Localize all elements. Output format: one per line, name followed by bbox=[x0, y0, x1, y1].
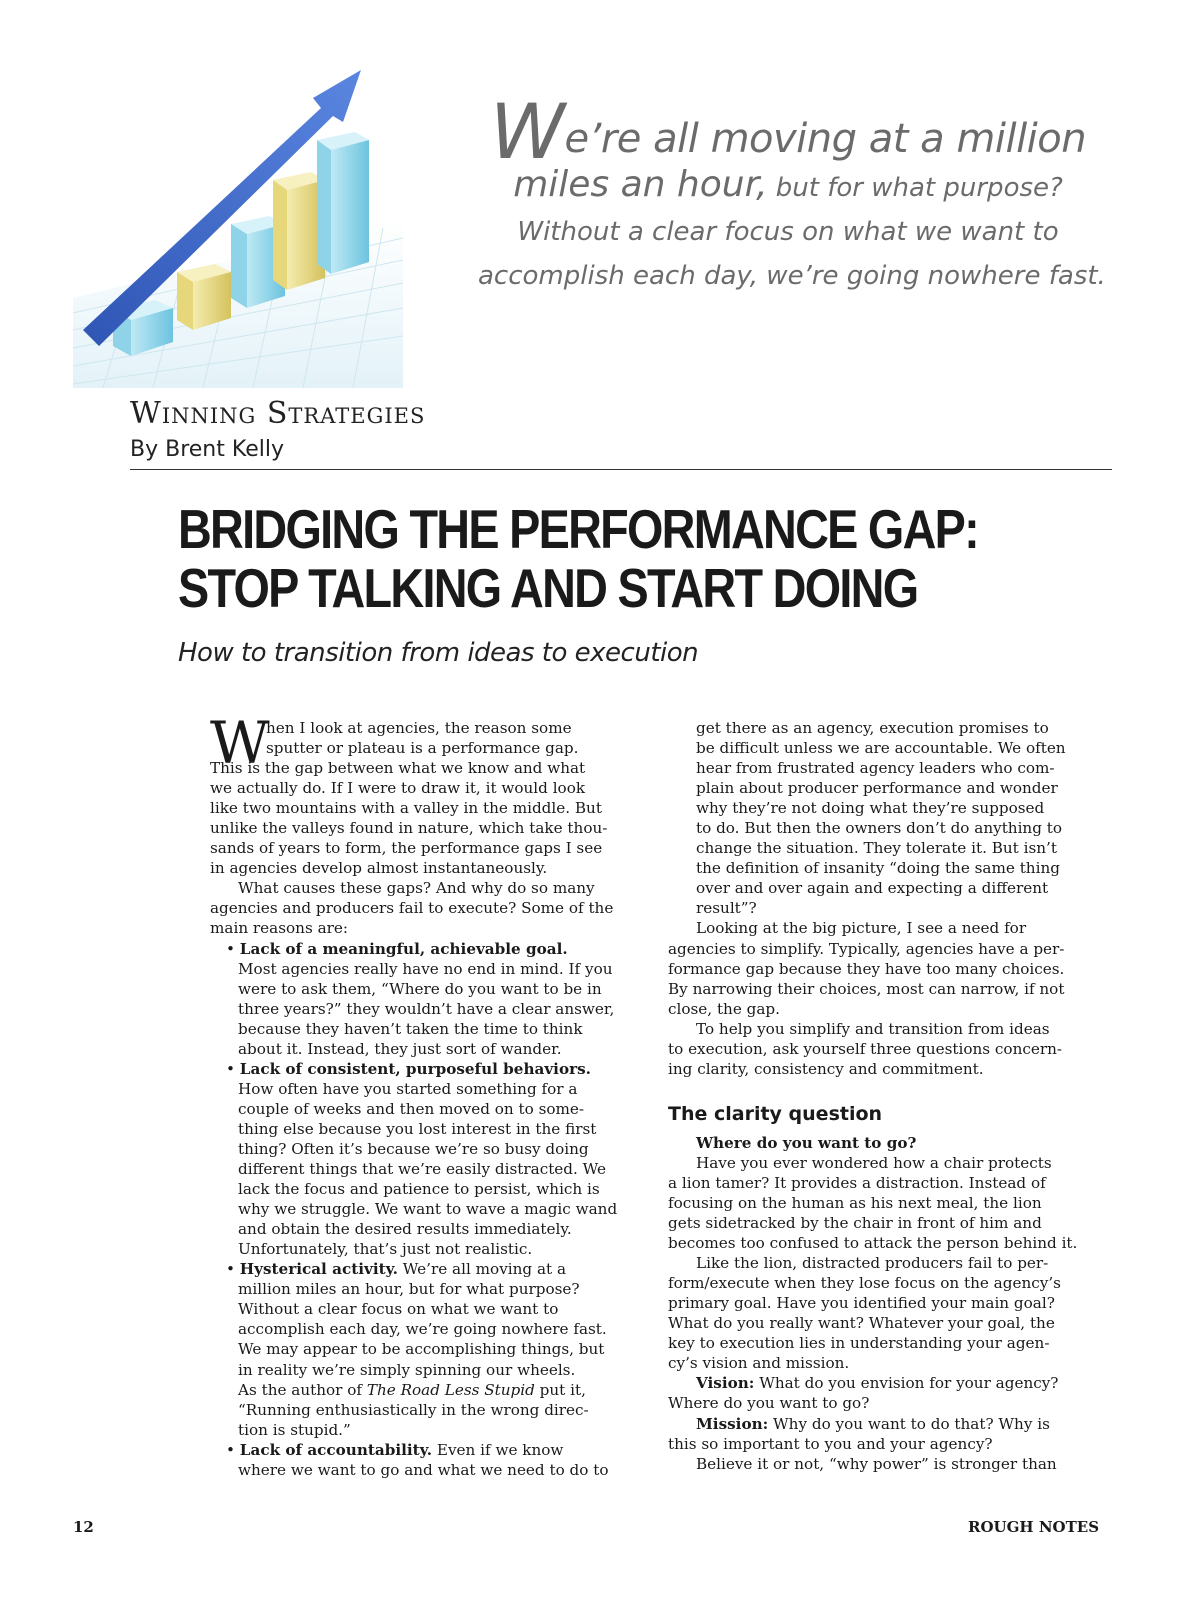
text-line bbox=[210, 979, 650, 999]
line-text: We may appear to be accomplishing things, but bbox=[238, 1340, 605, 1359]
line-text: Believe it or not, “why power” is stronger than bbox=[696, 1454, 1057, 1473]
line-text: ing clarity, consistency and commitment. bbox=[668, 1059, 984, 1078]
text-line bbox=[210, 758, 650, 778]
line-text: We’re all moving at a bbox=[397, 1260, 567, 1279]
text-line bbox=[668, 838, 1108, 858]
line-text: couple of weeks and then moved on to some- bbox=[238, 1099, 585, 1118]
line-text: By narrowing their choices, most can narrow, if not bbox=[668, 979, 1065, 998]
pull-quote-line-1: e’re all moving at a million bbox=[564, 116, 1087, 162]
line-text: agencies to simplify. Typically, agencies have a per- bbox=[668, 939, 1065, 958]
line-text: to execution, ask yourself three questions concern- bbox=[668, 1039, 1063, 1058]
text-line bbox=[668, 959, 1108, 979]
line-text: Looking at the big picture, I see a need for bbox=[696, 919, 1027, 938]
growth-chart-illustration bbox=[73, 68, 403, 388]
line-text: a lion tamer? It provides a distraction. Instead of bbox=[668, 1173, 1046, 1192]
bullet-icon: • bbox=[226, 939, 240, 958]
line-text: thing else because you lost interest in the first bbox=[238, 1119, 597, 1138]
line-text: main reasons are: bbox=[210, 919, 348, 938]
pull-quote-initial: W bbox=[489, 87, 565, 176]
line-text: primary goal. Have you identified your main goal? bbox=[668, 1294, 1055, 1313]
line-text: form/execute when they lose focus on the agency’s bbox=[668, 1274, 1061, 1293]
bold-lead: Mission: bbox=[696, 1414, 769, 1433]
text-line bbox=[210, 1079, 650, 1099]
section-title: Winning Strategies bbox=[130, 396, 426, 431]
header-divider bbox=[130, 469, 1112, 470]
line-text: get there as an agency, execution promises to bbox=[696, 719, 1049, 737]
line-text: hen I look at agencies, the reason some bbox=[266, 719, 572, 737]
text-line bbox=[210, 1219, 650, 1239]
text-line bbox=[668, 1019, 1108, 1039]
bullet-icon: • bbox=[226, 1059, 240, 1078]
text-line bbox=[210, 838, 650, 858]
text-line bbox=[210, 878, 650, 898]
text-line bbox=[668, 1373, 1108, 1393]
line-text: plain about producer performance and wonder bbox=[696, 779, 1058, 798]
line-text: Without a clear focus on what we want to bbox=[238, 1300, 559, 1319]
text-line bbox=[668, 1253, 1108, 1273]
text-line bbox=[668, 718, 1108, 738]
subheadline: How to transition from ideas to execution bbox=[178, 638, 699, 668]
line-text: and obtain the desired results immediately. bbox=[238, 1220, 572, 1239]
text-line bbox=[210, 918, 650, 938]
line-text: To help you simplify and transition from ideas bbox=[696, 1019, 1050, 1038]
line-text: be difficult unless we are accountable. We often bbox=[696, 739, 1066, 758]
line-text: close, the gap. bbox=[668, 999, 780, 1018]
text-line bbox=[210, 1179, 650, 1199]
text-line bbox=[668, 898, 1108, 918]
line-text: lack the focus and patience to persist, which is bbox=[238, 1180, 600, 1199]
text-line bbox=[210, 778, 650, 798]
text-line bbox=[668, 1233, 1108, 1253]
text-line bbox=[668, 1434, 1108, 1454]
text-line bbox=[210, 798, 650, 818]
line-text: Where do you want to go? bbox=[668, 1394, 870, 1413]
text-line bbox=[668, 758, 1108, 778]
line-text: agencies and producers fail to execute? Some of the bbox=[210, 899, 614, 918]
text-line bbox=[210, 1299, 650, 1319]
text-line bbox=[210, 1460, 650, 1480]
text-line bbox=[668, 1173, 1108, 1193]
line-text: like two mountains with a valley in the middle. But bbox=[210, 799, 602, 818]
text-line bbox=[668, 1273, 1108, 1293]
text-line bbox=[210, 959, 650, 979]
column-1-text bbox=[210, 718, 650, 1480]
text-line bbox=[210, 1119, 650, 1139]
bold-lead: Lack of consistent, purposeful behaviors. bbox=[239, 1059, 591, 1078]
text-line bbox=[210, 1319, 650, 1339]
text-line bbox=[210, 1099, 650, 1119]
line-text: about it. Instead, they just sort of wander. bbox=[238, 1039, 562, 1058]
line-text: tion is stupid.” bbox=[238, 1420, 351, 1439]
text-line bbox=[668, 738, 1108, 758]
line-text: were to ask them, “Where do you want to be in bbox=[238, 979, 602, 998]
line-text: thing? Often it’s because we’re so busy doing bbox=[238, 1139, 589, 1158]
line-text: accomplish each day, we’re going nowhere fast. bbox=[238, 1320, 607, 1339]
text-line bbox=[210, 1440, 650, 1460]
bold-lead: Where do you want to go? bbox=[696, 1133, 917, 1152]
line-text: three years?” they wouldn’t have a clear answer, bbox=[238, 999, 615, 1018]
text-line bbox=[210, 1139, 650, 1159]
line-text: How often have you started something for a bbox=[238, 1079, 578, 1098]
line-text: million miles an hour, but for what purpose? bbox=[238, 1280, 580, 1299]
text-line bbox=[210, 1159, 650, 1179]
text-line bbox=[668, 1133, 1108, 1153]
text-line bbox=[210, 1360, 650, 1380]
text-line bbox=[668, 1333, 1108, 1353]
line-text: Unfortunately, that’s just not realistic. bbox=[238, 1240, 533, 1259]
line-text: in reality we’re simply spinning our wheels. bbox=[238, 1360, 576, 1379]
line-text: in agencies develop almost instantaneously. bbox=[210, 859, 548, 878]
text-line bbox=[668, 1393, 1108, 1413]
bold-lead: Hysterical activity. bbox=[239, 1260, 398, 1279]
line-text: As the author of bbox=[238, 1380, 367, 1399]
line-text: What causes these gaps? And why do so many bbox=[238, 879, 595, 898]
line-text: why we struggle. We want to wave a magic wand bbox=[238, 1200, 618, 1219]
bold-lead: Vision: bbox=[696, 1374, 755, 1393]
text-line bbox=[668, 818, 1108, 838]
page-number: 12 bbox=[73, 1518, 94, 1536]
pull-quote-line-3: Without a clear focus on what we want to bbox=[517, 217, 1059, 247]
line-text: What do you envision for your agency? bbox=[754, 1374, 1059, 1393]
line-text: hear from frustrated agency leaders who com- bbox=[696, 759, 1055, 778]
bold-lead: Lack of a meaningful, achievable goal. bbox=[239, 939, 568, 958]
text-line bbox=[210, 858, 650, 878]
magazine-name: ROUGH NOTES bbox=[968, 1518, 1100, 1536]
text-line bbox=[668, 798, 1108, 818]
line-text: focusing on the human as his next meal, the lion bbox=[668, 1193, 1042, 1212]
column-2-text-bottom bbox=[668, 1133, 1108, 1474]
text-line bbox=[210, 738, 650, 758]
column-2-text-top bbox=[668, 718, 1108, 1079]
text-line bbox=[210, 818, 650, 838]
drop-cap: W bbox=[210, 709, 270, 777]
line-text: this so important to you and your agency? bbox=[668, 1434, 993, 1453]
text-line bbox=[210, 1400, 650, 1420]
pull-quote-line-2: miles an hour, bbox=[513, 164, 768, 205]
bullet-icon: • bbox=[226, 1260, 240, 1279]
line-text: cy’s vision and mission. bbox=[668, 1354, 850, 1373]
text-line bbox=[210, 1059, 650, 1079]
headline-line-2: STOP TALKING AND START DOING bbox=[178, 557, 918, 619]
line-text: over and over again and expecting a different bbox=[696, 879, 1049, 898]
text-line bbox=[668, 1313, 1108, 1333]
line-text: different things that we’re easily distracted. We bbox=[238, 1160, 607, 1179]
text-line bbox=[210, 1339, 650, 1359]
clarity-question-heading: The clarity question bbox=[668, 1102, 883, 1125]
line-text: sputter or plateau is a performance gap. bbox=[266, 739, 579, 758]
line-text: “Running enthusiastically in the wrong direc- bbox=[238, 1400, 589, 1419]
text-line bbox=[668, 1213, 1108, 1233]
pull-quote bbox=[478, 87, 1106, 298]
line-text: This is the gap between what we know and what bbox=[210, 759, 586, 778]
line-text: the definition of insanity “doing the same thing bbox=[696, 859, 1060, 878]
byline: By Brent Kelly bbox=[130, 437, 284, 462]
text-line bbox=[668, 979, 1108, 999]
line-text: where we want to go and what we need to do to bbox=[238, 1460, 609, 1479]
text-line bbox=[210, 1239, 650, 1259]
line-text: because they haven’t taken the time to think bbox=[238, 1019, 583, 1038]
book-title: The Road Less Stupid bbox=[366, 1380, 535, 1399]
bullet-icon: • bbox=[226, 1440, 240, 1459]
pull-quote-line-2-small: but for what purpose? bbox=[767, 173, 1063, 203]
article-column-1 bbox=[210, 709, 650, 1480]
text-line bbox=[668, 1353, 1108, 1373]
text-line bbox=[210, 1199, 650, 1219]
headline bbox=[178, 500, 978, 618]
line-text: result”? bbox=[696, 899, 757, 918]
line-text: Have you ever wondered how a chair protects bbox=[696, 1153, 1052, 1172]
line-text: sands of years to form, the performance gaps I see bbox=[210, 839, 603, 858]
pull-quote-line-4: accomplish each day, we’re going nowhere fast. bbox=[478, 261, 1106, 291]
line-text: formance gap because they have too many choices. bbox=[668, 959, 1065, 978]
line-text: becomes too confused to attack the person behind it. bbox=[668, 1234, 1078, 1253]
text-line bbox=[668, 918, 1108, 938]
text-line bbox=[210, 939, 650, 959]
line-text: Why do you want to do that? Why is bbox=[768, 1414, 1050, 1433]
text-line bbox=[668, 878, 1108, 898]
text-line bbox=[668, 1454, 1108, 1474]
text-line bbox=[668, 1414, 1108, 1434]
line-text: gets sidetracked by the chair in front of him and bbox=[668, 1214, 1042, 1233]
text-line bbox=[210, 999, 650, 1019]
text-line bbox=[668, 999, 1108, 1019]
text-line bbox=[210, 718, 650, 738]
line-text: to do. But then the owners don’t do anything to bbox=[696, 819, 1063, 838]
bold-lead: Lack of accountability. bbox=[239, 1440, 433, 1459]
text-line bbox=[668, 1059, 1108, 1079]
text-line bbox=[668, 1153, 1108, 1173]
line-text: we actually do. If I were to draw it, it would look bbox=[210, 779, 586, 798]
text-line bbox=[668, 1293, 1108, 1313]
text-line bbox=[668, 1039, 1108, 1059]
article-column-2 bbox=[668, 718, 1108, 1474]
line-text-tail: put it, bbox=[534, 1380, 586, 1399]
text-line bbox=[668, 858, 1108, 878]
text-line bbox=[210, 1259, 650, 1279]
text-line bbox=[210, 1019, 650, 1039]
line-text: Most agencies really have no end in mind. If you bbox=[238, 959, 613, 978]
line-text: why they’re not doing what they’re supposed bbox=[696, 799, 1045, 818]
headline-line-1: BRIDGING THE PERFORMANCE GAP: bbox=[178, 498, 979, 560]
text-line bbox=[668, 1193, 1108, 1213]
text-line bbox=[210, 1279, 650, 1299]
line-text: What do you really want? Whatever your goal, the bbox=[668, 1314, 1055, 1333]
line-text: Even if we know bbox=[432, 1440, 564, 1459]
text-line bbox=[668, 939, 1108, 959]
text-line bbox=[210, 1380, 650, 1400]
text-line bbox=[210, 1039, 650, 1059]
line-text: unlike the valleys found in nature, which take thou- bbox=[210, 819, 608, 838]
text-line bbox=[668, 778, 1108, 798]
text-line bbox=[210, 1420, 650, 1440]
line-text: key to execution lies in understanding your agen- bbox=[668, 1334, 1050, 1353]
line-text: change the situation. They tolerate it. But isn’t bbox=[696, 839, 1057, 858]
line-text: Like the lion, distracted producers fail to per- bbox=[696, 1254, 1049, 1273]
text-line bbox=[210, 898, 650, 918]
